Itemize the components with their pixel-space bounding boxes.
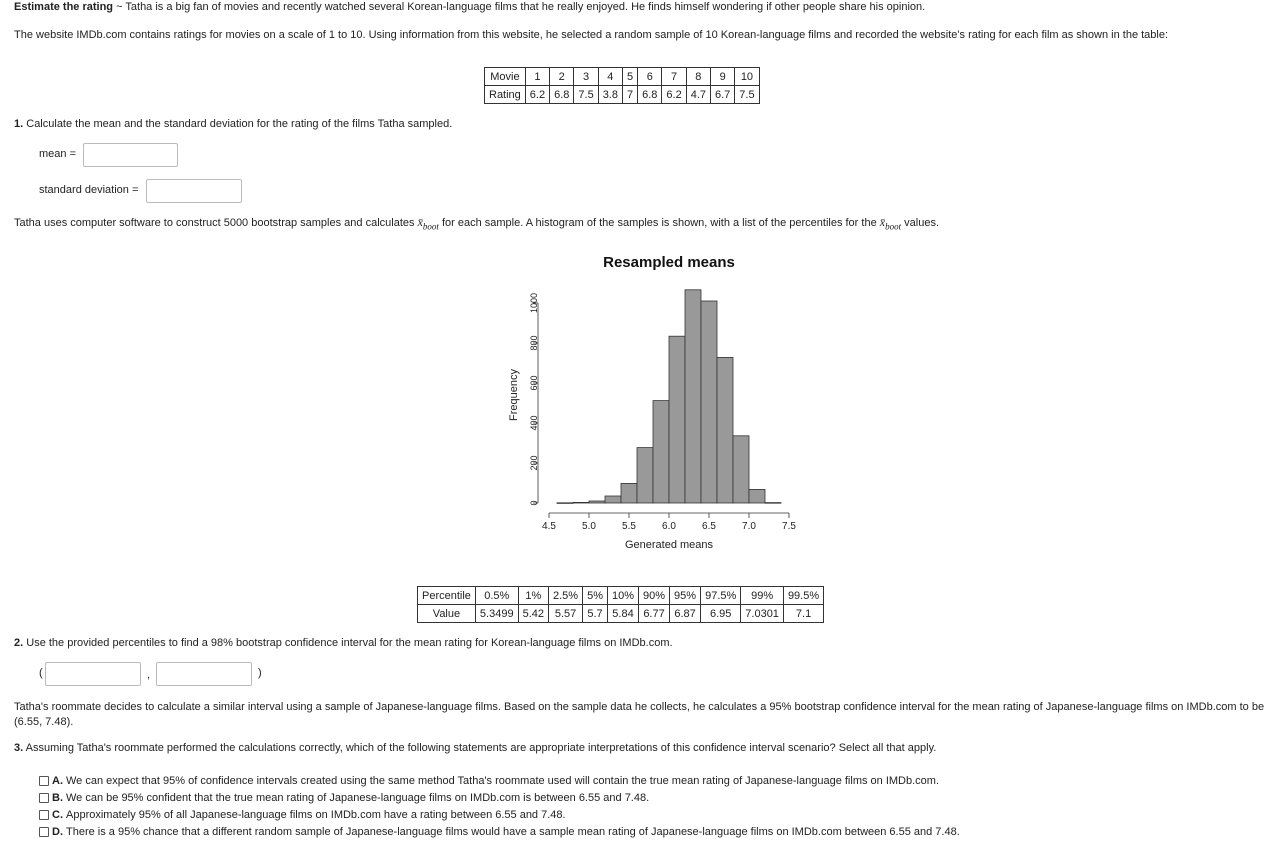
table-header-percentile: Percentile: [418, 587, 476, 605]
percentile-cell: 99%: [741, 587, 784, 605]
checkbox[interactable]: [39, 793, 49, 803]
movie-cell: 10: [735, 68, 759, 86]
value-cell: 5.57: [549, 605, 583, 623]
rating-cell: 6.8: [550, 86, 574, 104]
choice-letter: A.: [52, 775, 63, 787]
rating-cell: 7.5: [574, 86, 598, 104]
y-tick-label: 600: [529, 375, 539, 391]
y-tick-label: 200: [529, 455, 539, 471]
mean-input[interactable]: [83, 143, 178, 167]
rating-cell: 6.8: [638, 86, 662, 104]
x-tick-label: 5.0: [582, 521, 596, 532]
x-tick-label: 5.5: [622, 521, 636, 532]
choice-text: We can be 95% confident that the true mean rating of Japanese-language films on IMDb.com is between 6.55 and 7.48.: [66, 792, 650, 804]
value-cell: 5.42: [518, 605, 548, 623]
choice-letter: D.: [52, 826, 63, 838]
value-cell: 5.3499: [475, 605, 518, 623]
intro-text: Tatha is a big fan of movies and recently watched several Korean-language films that he really enjoyed. He finds himself wondering if other people share his opinion.: [125, 1, 926, 13]
choice-letter: B.: [52, 792, 63, 804]
choice-text: We can expect that 95% of confidence intervals created using the same method Tatha's roommate used will contain the true mean rating of Japanese-language films on IMDb.com.: [66, 775, 940, 787]
open-paren: (: [39, 667, 43, 679]
histogram-bar: [653, 401, 669, 503]
percentile-cell: 97.5%: [701, 587, 741, 605]
histogram-bar: [637, 448, 653, 503]
intro-paragraph: [14, 1, 925, 13]
title-separator: ~: [116, 1, 123, 13]
x-tick-label: 7.0: [742, 521, 756, 532]
histogram-bar: [765, 503, 781, 504]
y-axis-label: Frequency: [508, 369, 520, 421]
rating-cell: 7: [622, 86, 637, 104]
histogram-bar: [701, 301, 717, 503]
movie-cell: 4: [598, 68, 622, 86]
x-tick-label: 6.5: [702, 521, 716, 532]
value-cell: 5.84: [607, 605, 638, 623]
value-row: [418, 605, 824, 623]
question-2-number: 2.: [14, 637, 24, 649]
value-cell: 6.95: [701, 605, 741, 623]
percentile-cell: 0.5%: [475, 587, 518, 605]
rating-row: [485, 86, 760, 104]
percentile-cell: 90%: [639, 587, 670, 605]
checkbox[interactable]: [39, 776, 49, 786]
choice-b[interactable]: [39, 791, 649, 805]
comma: ,: [147, 669, 151, 681]
x-tick-label: 7.5: [782, 521, 796, 532]
table-header-value: Value: [418, 605, 476, 623]
chart-title: Resampled means: [603, 254, 735, 271]
question-3-number: 3.: [14, 742, 24, 754]
rating-cell: 6.7: [711, 86, 735, 104]
choice-letter: C.: [52, 809, 63, 821]
histogram-bar: [733, 436, 749, 503]
histogram-bar: [589, 501, 605, 503]
choice-a[interactable]: [39, 774, 939, 788]
x-tick-label: 6.0: [662, 521, 676, 532]
percentile-cell: 5%: [583, 587, 608, 605]
website-paragraph: The website IMDb.com contains ratings for movies on a scale of 1 to 10. Using information from this website, he selected a random sample of 10 Korean-language films and recorded the website's rating for each film as shown in the table:: [14, 29, 1169, 41]
rating-cell: 6.2: [525, 86, 549, 104]
value-cell: 7.0301: [741, 605, 784, 623]
problem-title: Estimate the rating: [14, 1, 114, 13]
question-1: [14, 118, 452, 130]
value-cell: 5.7: [583, 605, 608, 623]
bootstrap-paragraph: [14, 215, 939, 231]
value-cell: 6.77: [639, 605, 670, 623]
ci-upper-input[interactable]: [156, 662, 252, 686]
mean-label: mean =: [39, 148, 76, 160]
histogram-bars: [557, 290, 781, 504]
x-tick-label: 4.5: [542, 521, 556, 532]
percentile-cell: 95%: [670, 587, 701, 605]
checkbox[interactable]: [39, 810, 49, 820]
movie-cell: 1: [525, 68, 549, 86]
table-header-rating: Rating: [485, 86, 526, 104]
bootstrap-text-after: values.: [904, 217, 940, 229]
histogram-bar: [573, 502, 589, 503]
rating-cell: 3.8: [598, 86, 622, 104]
question-3: [14, 742, 936, 754]
y-tick-label: 400: [529, 415, 539, 431]
movie-cell: 8: [686, 68, 710, 86]
histogram-bar: [669, 336, 685, 503]
movie-cell: 5: [622, 68, 637, 86]
value-cell: 7.1: [783, 605, 823, 623]
sd-input[interactable]: [146, 179, 242, 203]
table-header-movie: Movie: [485, 68, 526, 86]
roommate-paragraph: Tatha's roommate decides to calculate a similar interval using a sample of Japanese-language films. Based on the sample data he collects, he calculates a 95% bootstrap confidence interval for the mean rating of Japanese-language films on IMDb.com to be (6.55, 7.48).: [14, 701, 1265, 728]
rating-cell: 6.2: [662, 86, 686, 104]
x-bar-boot-symbol: $x̄_{boot}$: [417, 215, 439, 232]
histogram-chart: [490, 245, 820, 560]
histogram-bar: [605, 496, 621, 503]
movie-cell: 2: [550, 68, 574, 86]
question-1-number: 1.: [14, 118, 24, 130]
percentile-cell: 99.5%: [783, 587, 823, 605]
percentile-cell: 10%: [607, 587, 638, 605]
question-2: [14, 637, 673, 649]
ci-lower-input[interactable]: [45, 662, 141, 686]
histogram-bar: [717, 357, 733, 503]
histogram-bar: [685, 290, 701, 503]
movie-cell: 3: [574, 68, 598, 86]
movie-cell: 6: [638, 68, 662, 86]
percentile-table: [417, 586, 824, 623]
choice-c[interactable]: [39, 808, 566, 822]
question-1-text: Calculate the mean and the standard deviation for the rating of the films Tatha sampled.: [26, 118, 453, 130]
choice-d[interactable]: [39, 825, 960, 839]
choice-text: Approximately 95% of all Japanese-language films on IMDb.com have a rating between 6.55 and 7.48.: [66, 809, 566, 821]
histogram-bar: [557, 503, 573, 504]
checkbox[interactable]: [39, 827, 49, 837]
histogram-bar: [749, 489, 765, 503]
movie-cell: 7: [662, 68, 686, 86]
value-cell: 6.87: [670, 605, 701, 623]
y-tick-label: 1000: [529, 292, 539, 314]
y-tick-label: 0: [529, 500, 539, 506]
bootstrap-text-middle: for each sample. A histogram of the samples is shown, with a list of the percentiles for the: [441, 217, 877, 229]
choice-text: There is a 95% chance that a different random sample of Japanese-language films would have a sample mean rating of Japanese-language films on IMDb.com between 6.55 and 7.48.: [66, 826, 960, 838]
close-paren: ): [258, 667, 262, 679]
y-tick-label: 800: [529, 335, 539, 351]
rating-cell: 4.7: [686, 86, 710, 104]
percentile-cell: 1%: [518, 587, 548, 605]
sd-label: standard deviation =: [39, 184, 139, 196]
ratings-table: [484, 67, 760, 104]
percentile-cell: 2.5%: [549, 587, 583, 605]
question-3-text: Assuming Tatha's roommate performed the calculations correctly, which of the following statements are appropriate interpretations of this confidence interval scenario? Select all that apply.: [25, 742, 937, 754]
percentile-row: [418, 587, 824, 605]
histogram-bar: [621, 483, 637, 503]
movie-cell: 9: [711, 68, 735, 86]
x-axis-label: Generated means: [624, 539, 714, 551]
rating-cell: 7.5: [735, 86, 759, 104]
x-bar-boot-symbol: $x̄_{boot}$: [879, 215, 902, 232]
question-2-text: Use the provided percentiles to find a 98% bootstrap confidence interval for the mean rating for Korean-language films on IMDb.com.: [26, 637, 673, 649]
movie-row: [485, 68, 760, 86]
bootstrap-text-before: Tatha uses computer software to construct 5000 bootstrap samples and calculates: [14, 217, 415, 229]
